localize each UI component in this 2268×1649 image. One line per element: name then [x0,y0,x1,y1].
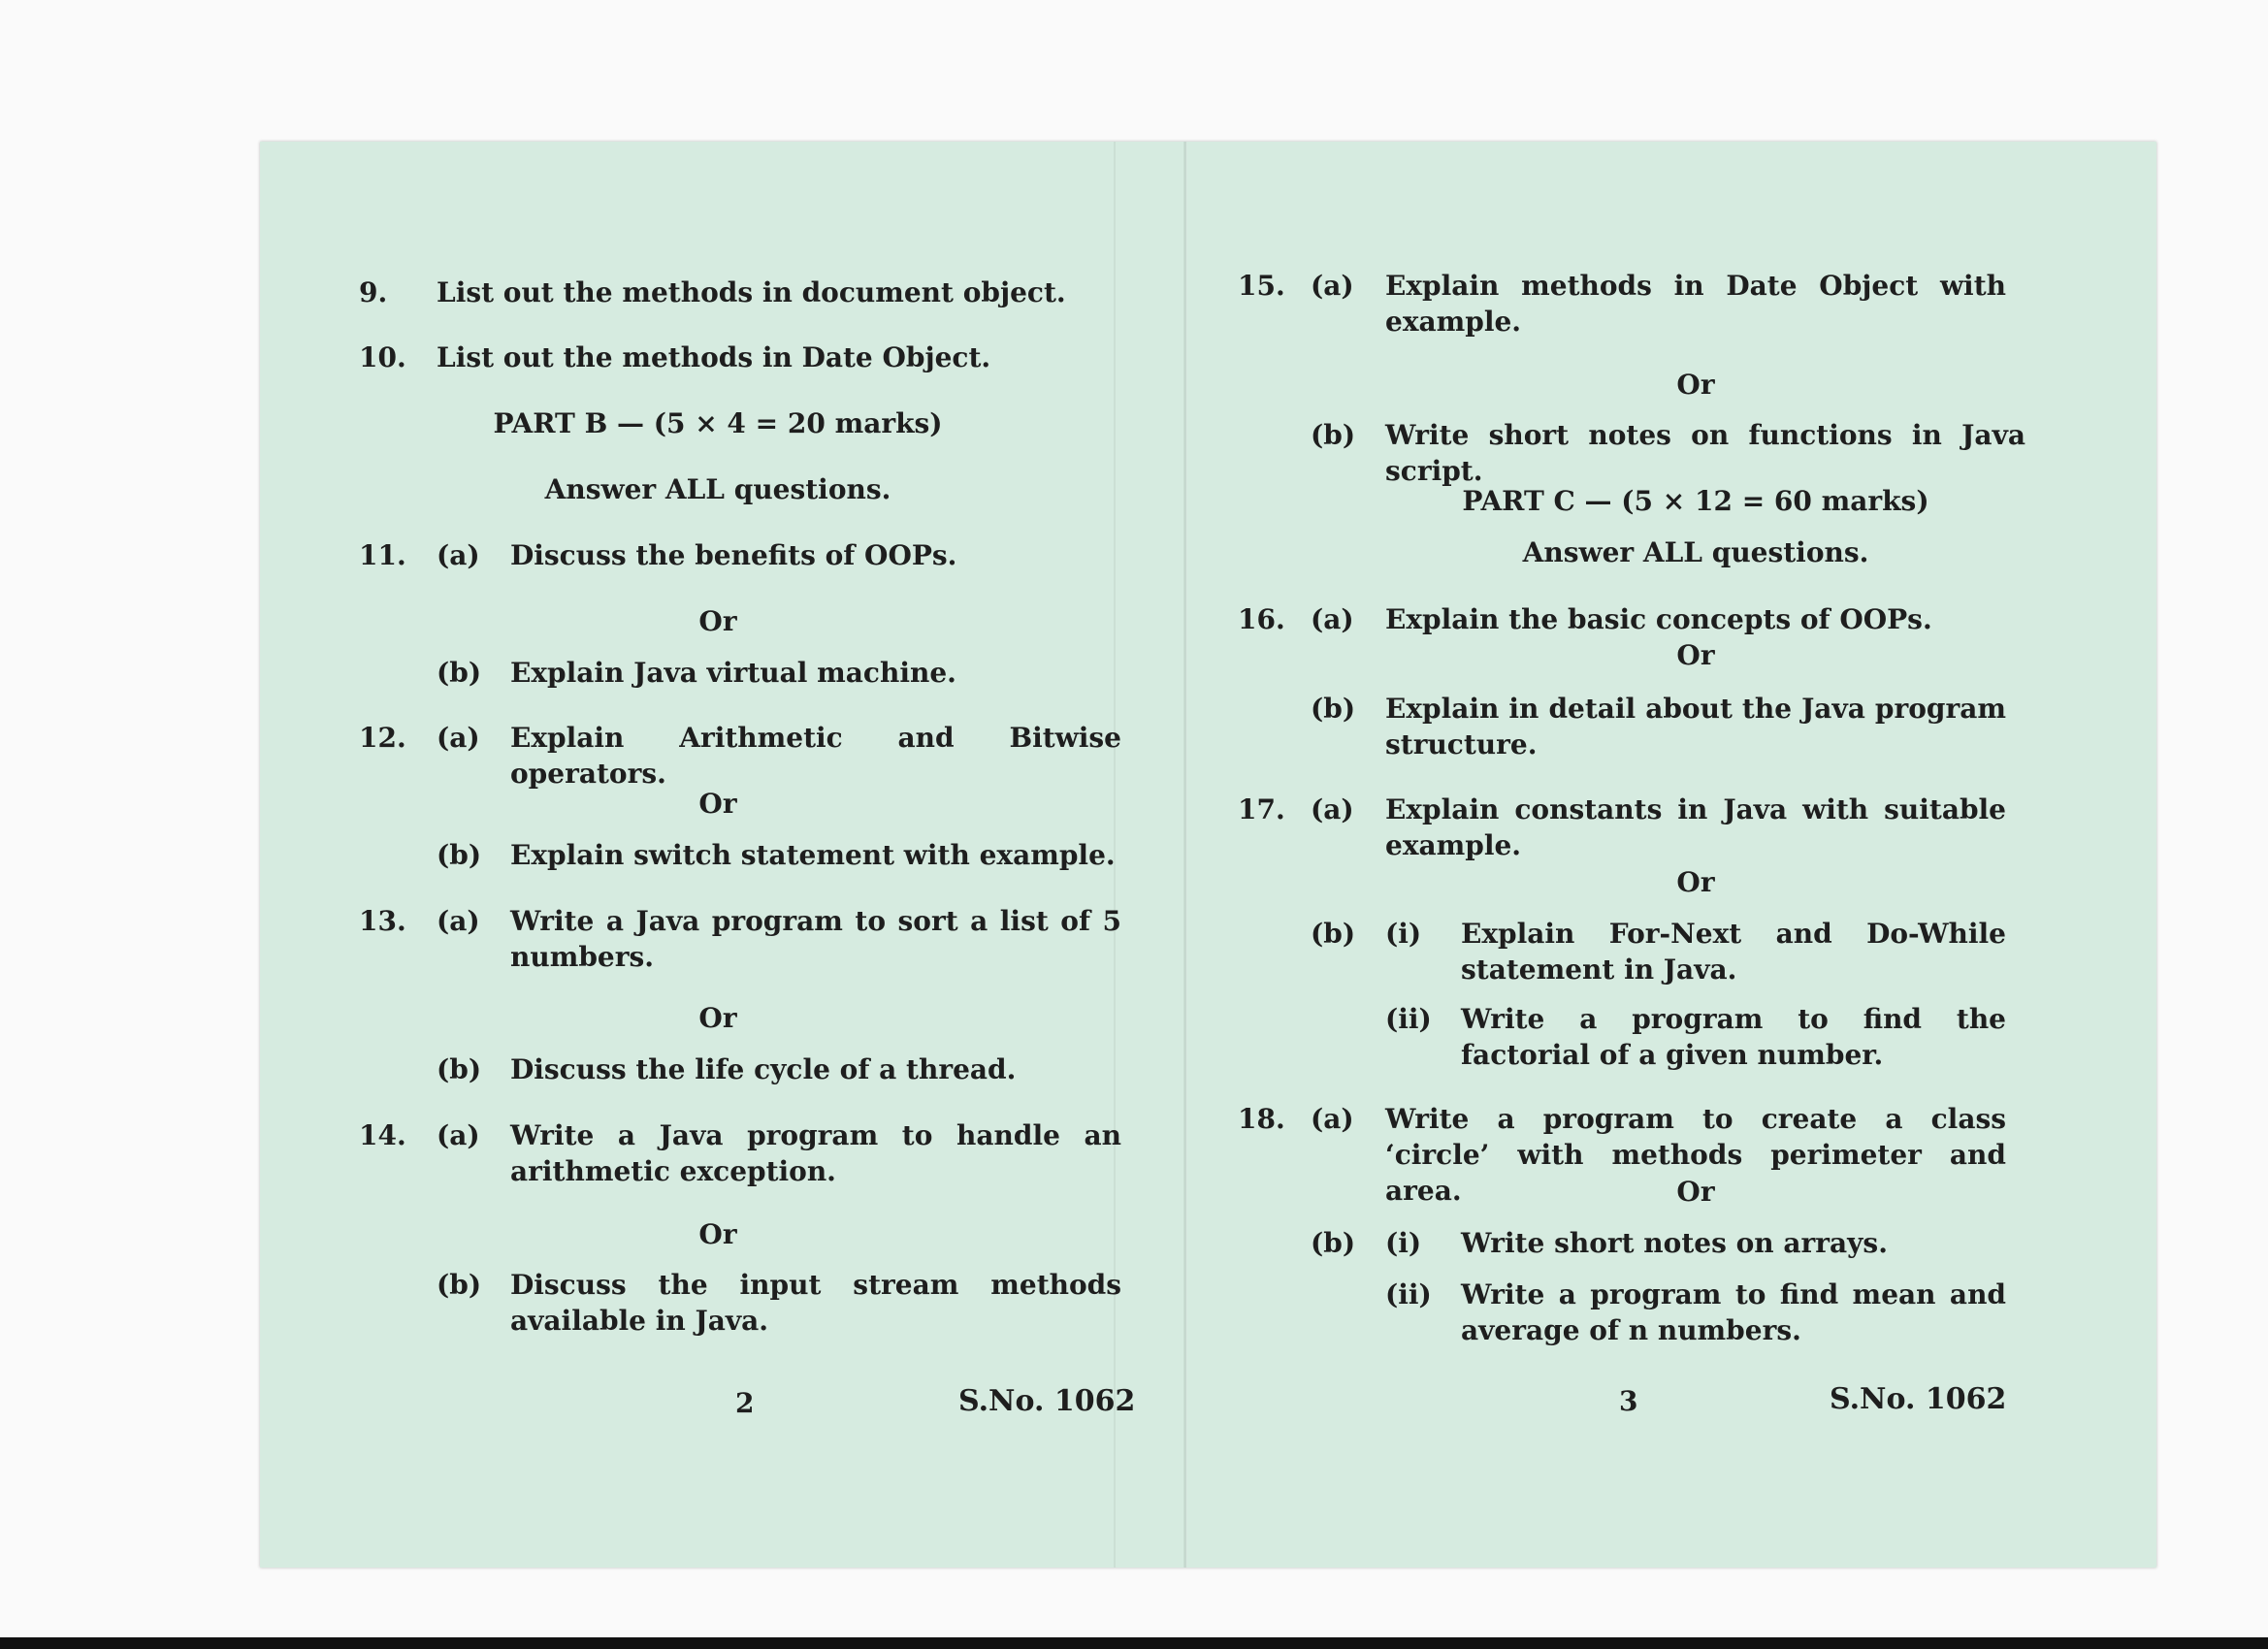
question-12-number: 12. [359,722,406,754]
question-14b-label: (b) [437,1269,482,1301]
question-11-or: Or [698,605,737,637]
left-serial-number: S.No. 1062 [958,1384,1136,1418]
question-10-text: List out the methods in Date Object. [437,341,991,373]
question-13a-text: Write a Java program to sort a list of 5 numbers. [510,905,1121,973]
question-13b-label: (b) [437,1053,482,1085]
question-17b-ii-label: (ii) [1385,1003,1432,1035]
question-15a-label: (a) [1311,270,1354,302]
question-12b-text: Explain switch statement with example. [510,839,1116,871]
question-15-number: 15. [1238,270,1285,302]
part-b-instruction: Answer ALL questions. [544,473,891,505]
question-17b-i-label: (i) [1385,918,1422,950]
left-page-number: 2 [735,1387,755,1419]
question-18b-label: (b) [1311,1227,1356,1259]
question-18a-text: Write a program to create a class ‘circle’ with methods perimeter and area. [1385,1103,2006,1207]
exam-paper-sheet [260,142,2156,1568]
question-17-or: Or [1676,866,1715,898]
question-9-text: List out the methods in document object. [437,276,1066,308]
scanner-bottom-edge [0,1637,2268,1649]
question-17a-text: Explain constants in Java with suitable example. [1385,793,2006,861]
question-12-or: Or [698,788,737,820]
question-11b-text: Explain Java virtual machine. [510,657,956,689]
question-17b-ii-text: Write a program to find the factorial of a given number. [1461,1003,2006,1071]
question-12a-text: Explain Arithmetic and Bitwise operators. [510,722,1121,790]
right-page-number: 3 [1619,1385,1638,1417]
question-11-number: 11. [359,539,406,571]
part-b-heading: PART B — (5 × 4 = 20 marks) [493,407,943,439]
question-17b-i-text: Explain For-Next and Do-While statement in Java. [1461,918,2006,986]
question-16a-text: Explain the basic concepts of OOPs. [1385,603,1932,635]
question-14a-label: (a) [437,1119,480,1151]
question-18b-i-label: (i) [1385,1227,1422,1259]
question-16-number: 16. [1238,603,1285,635]
question-18b-ii-label: (ii) [1385,1278,1432,1310]
question-17a-label: (a) [1311,793,1354,825]
question-15-or: Or [1676,369,1715,401]
question-18b-i-text: Write short notes on arrays. [1461,1227,1888,1259]
question-15b-text: Write short notes on functions in Java script. [1385,419,2025,487]
question-13-or: Or [698,1002,737,1034]
question-14a-text: Write a Java program to handle an arithmetic exception. [510,1119,1121,1187]
left-page [260,142,1183,1568]
question-18-number: 18. [1238,1103,1285,1135]
question-15a-text: Explain methods in Date Object with example. [1385,270,2006,338]
question-9-number: 9. [359,276,388,308]
question-15b-label: (b) [1311,419,1356,451]
question-14-or: Or [698,1218,737,1250]
question-12b-label: (b) [437,839,482,871]
question-14b-text: Discuss the input stream methods available in Java. [510,1269,1121,1337]
question-16b-text: Explain in detail about the Java program structure. [1385,693,2006,760]
question-17-number: 17. [1238,793,1285,825]
question-18-or: Or [1676,1176,1715,1208]
question-16b-label: (b) [1311,693,1356,725]
question-17b-label: (b) [1311,918,1356,950]
question-11a-label: (a) [437,539,480,571]
question-18b-ii-text: Write a program to find mean and average of n numbers. [1461,1278,2006,1346]
question-11b-label: (b) [437,657,482,689]
question-18a-label: (a) [1311,1103,1354,1135]
question-16-or: Or [1676,639,1715,671]
right-page [1187,142,2156,1568]
question-13b-text: Discuss the life cycle of a thread. [510,1053,1017,1085]
part-c-instruction: Answer ALL questions. [1522,536,1869,568]
question-10-number: 10. [359,341,406,373]
question-14-number: 14. [359,1119,406,1151]
part-c-heading: PART C — (5 × 12 = 60 marks) [1462,485,1929,517]
question-13-number: 13. [359,905,406,937]
question-13a-label: (a) [437,905,480,937]
question-16a-label: (a) [1311,603,1354,635]
right-serial-number: S.No. 1062 [1830,1382,2007,1416]
question-12a-label: (a) [437,722,480,754]
question-11a-text: Discuss the benefits of OOPs. [510,539,957,571]
